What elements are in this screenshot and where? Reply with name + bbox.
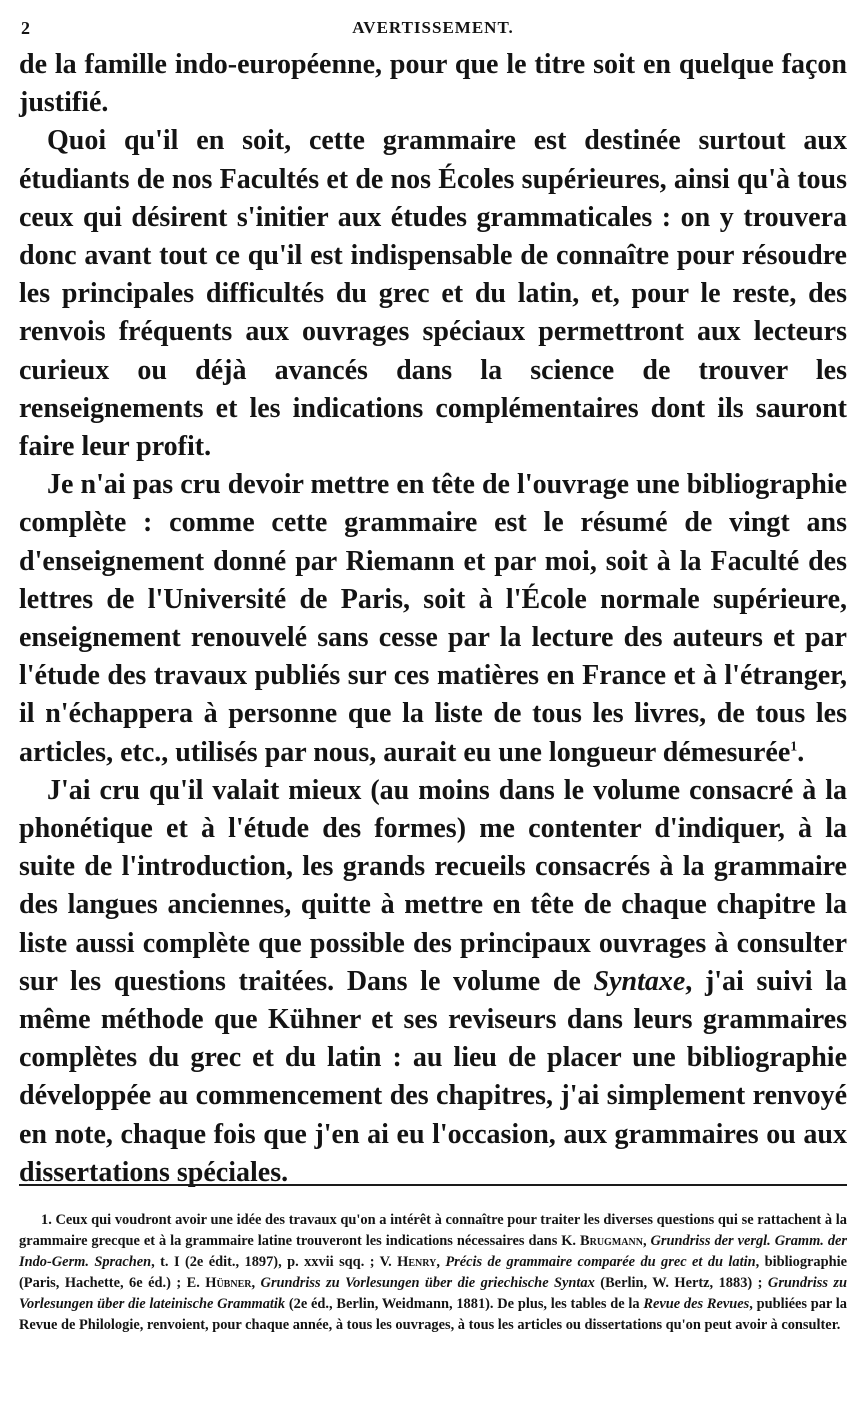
work-grundriss-vergl: Grundriss der vergl. Gramm. der Indo-Germ. Sprachen	[19, 1233, 848, 1270]
page-number: 2	[21, 18, 30, 38]
author-brugmann: Brugmann	[580, 1233, 643, 1249]
paragraph-method-text-b: , j'ai suivi la même méthode que Kühner et ses reviseurs dans leurs grammaires complètes du grec et du latin : au lieu de placer une bibliographie développée au commencement des chapitres, j'ai simplement renvoyé en note, chaque fois que j'en ai eu l'occasion, aux grammaires ou aux dissertations spéciales.	[19, 965, 847, 1188]
footnote-reference: 1	[790, 739, 798, 755]
paragraph-continuation: de la famille indo-européenne, pour que le titre soit en quelque façon justifié.	[19, 49, 847, 119]
paragraph-audience: Quoi qu'il en soit, cette grammaire est destinée surtout aux étudiants de nos Facultés et de nos Écoles supérieures, ainsi qu'à tous ceux qui désirent s'initier aux études grammaticales : on y trouvera donc avant tout ce qu'il est indispensable de connaître pour résoudre les principales difficultés du grec et du latin, et, pour le reste, des renvois fréquents aux ouvrages spéciaux permettront aux lecteurs curieux ou déjà avancés dans la science de trouver les renseignements et les indications complémentaires dont ils sauront faire leur profit.	[19, 125, 847, 463]
footnote-text-2: ,	[642, 1233, 651, 1249]
footnote-text-3: , t. I (2e édit., 1897), p. xxvii sqq. ; V.	[151, 1254, 398, 1270]
paragraph-method	[19, 772, 847, 1192]
running-head	[19, 0, 847, 46]
footnote-divider	[19, 1184, 847, 1186]
paragraph-method-text-a: J'ai cru qu'il valait mieux (au moins dans le volume consacré à la phonétique et à l'étude des formes) me contenter d'indiquer, à la suite de l'introduction, les grands recueils consacrés à la grammaire des langues anciennes, quitte à mettre en tête de chaque chapitre la liste aussi complète que possible des principaux ouvrages à consulter sur les questions traitées. Dans le volume de	[19, 774, 847, 997]
paragraph-bibliography-text: Je n'ai pas cru devoir mettre en tête de l'ouvrage une bibliographie complète : comme cette grammaire est le résumé de vingt ans d'enseignement donné par Riemann et par moi, soit à la Faculté des lettres de l'Université de Paris, soit à l'École normale supérieure, enseignement renouvelé sans cesse par la lecture des auteurs et par l'étude des travaux publiés sur ces matières en France et à l'étranger, il n'échappera à personne que la liste de tous les livres, de tous les articles, etc., utilisés par nous, aurait eu une longueur démesurée	[19, 469, 847, 768]
syntaxe-title: Syntaxe	[593, 965, 686, 997]
paragraph-bibliography-end: .	[797, 736, 805, 768]
footnote-text-4: ,	[436, 1254, 446, 1270]
author-henry: Henry	[397, 1254, 437, 1270]
header-title: AVERTISSEMENT.	[352, 18, 514, 37]
body-text	[19, 46, 847, 1192]
footnote-text-5: , bibliographie (Paris, Hachette, 6e éd.) ; E.	[19, 1254, 847, 1291]
work-grundriss-syntax: Grundriss zu Vorlesungen über die griechische Syntax	[260, 1275, 595, 1291]
footnote-text-8: (2e éd., Berlin, Weidmann, 1881). De plus, les tables de la	[285, 1296, 644, 1312]
work-precis: Précis de grammaire comparée du grec et du latin	[445, 1254, 756, 1270]
footnote-text-7: (Berlin, W. Hertz, 1883) ;	[594, 1275, 768, 1291]
paragraph-bibliography	[19, 466, 847, 772]
footnote-text-1: 1. Ceux qui voudront avoir une idée des travaux qu'on a intérêt à connaître pour traiter les diverses questions qui se rattachent à la grammaire grecque et à la grammaire latine trouveront les indications nécessaires dans K.	[19, 1212, 847, 1249]
book-page	[19, 0, 848, 1333]
footnote-text-6: ,	[251, 1275, 261, 1291]
author-hubner: Hübner	[205, 1275, 252, 1291]
footnote-text-9: , publiées par la Revue de Philologie, renvoient, pour chaque année, à tous les ouvrages, à tous les articles ou dissertations qu'on peut avoir à consulter.	[19, 1296, 847, 1333]
work-grundriss-latein: Grundriss zu Vorlesungen über die lateinische Grammatik	[19, 1275, 847, 1312]
work-revue-des-revues: Revue des Revues	[643, 1296, 750, 1312]
footnote-1	[19, 1210, 847, 1336]
